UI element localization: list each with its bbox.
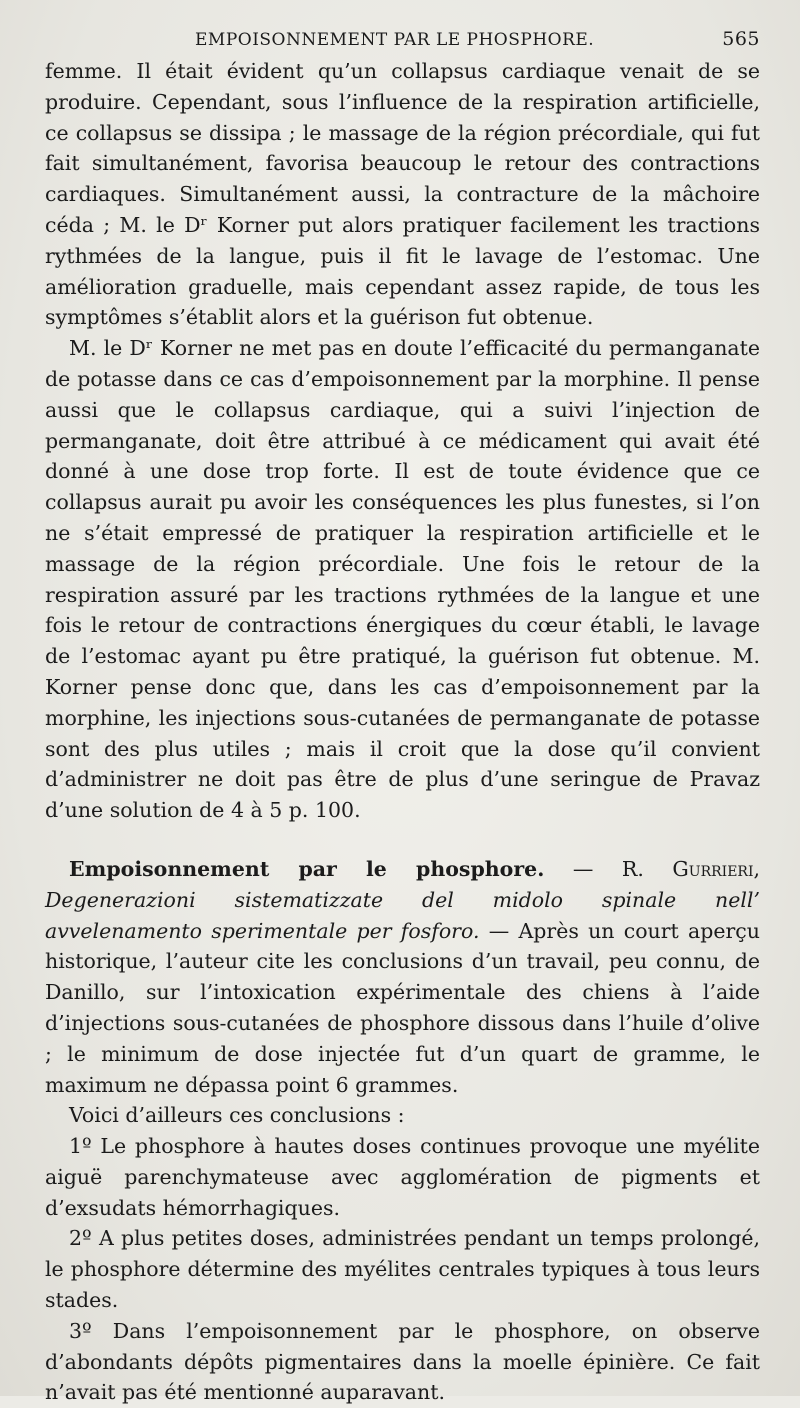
body-text (45, 56, 760, 1408)
work-title: Degenerazioni sistematizzate del midolo spinale nell’ avvelenamento sperimentale per fosforo. (45, 887, 760, 943)
conclusion-item-3: 3º Dans l’empoisonnement par le phosphore, on observe d’abondants dépôts pigmentaires dans la moelle épinière. Ce fait n’avait pas été mentionné auparavant. (45, 1318, 760, 1405)
author-name: R. Gurrieri, (621, 856, 760, 881)
running-title: EMPOISONNEMENT PAR LE PHOSPHORE. (195, 30, 595, 50)
section-title: Empoisonnement par le phosphore. (69, 856, 545, 881)
page-number: 565 (722, 28, 760, 50)
paragraph-continuation: femme. Il était évident qu’un collapsus cardiaque venait de se produire. Cependant, sous l’influence de la respiration artificielle, ce collapsus se dissipa ; le massage de la région précordiale, qui fut fait simultanément, favorisa beaucoup le retour des contractions cardiaques. Simultanément aussi, la contracture de la mâchoire céda ; M. le Dʳ Korner put alors pratiquer facilement les tractions rythmées de la langue, puis il fit le lavage de l’estomac. Une amélioration graduelle, mais cependant assez rapide, de tous les symptômes s’établit alors et la guérison fut obtenue. (45, 59, 760, 330)
conclusion-item-1: 1º Le phosphore à hautes doses continues provoque une myélite aiguë parenchymateuse avec agglomération de pigments et d’exsudats hémorrhagiques. (45, 1134, 760, 1220)
review-text: — Après un court aperçu historique, l’auteur cite les conclusions d’un travail, peu connu, de Danillo, sur l’intoxication expérimentale des chiens à l’aide d’injections sous-cutanées de phosphore dissous dans l’huile d’olive ; le minimum de dose injectée fut d’un quart de gramme, le maximum ne dépassa point 6 grammes. (45, 918, 760, 1097)
paragraph-conclusions-intro: Voici d’ailleurs ces conclusions : (69, 1103, 405, 1128)
conclusion-item-2: 2º A plus petites doses, administrées pendant un temps prolongé, le phosphore détermine des myélites centrales typiques à tous leurs stades. (45, 1226, 760, 1313)
paragraph-phosphore-review (45, 854, 760, 1100)
section-dash: — (544, 856, 622, 881)
running-header (45, 28, 760, 50)
paragraph-korner-opinion: M. le Dʳ Korner ne met pas en doute l’efficacité du permanganate de potasse dans ce cas d’empoisonnement par la morphine. Il pense aussi que le collapsus cardiaque, qui a suivi l’injection de permanganate, doit être attribué à ce médicament qui avait été donné à une dose trop forte. Il est de toute évidence que ce collapsus aurait pu avoir les conséquences les plus funestes, si l’on ne s’était empressé de pratiquer la respiration artificielle et le massage de la région précordiale. Une fois le retour de la respiration assuré par les tractions rythmées de la langue et une fois le retour de contractions énergiques du cœur établi, le lavage de l’estomac ayant pu être pratiqué, la guérison fut obtenue. M. Korner pense donc que, dans les cas d’empoisonnement par la morphine, les injections sous-cutanées de permanganate de potasse sont des plus utiles ; mais il croit que la dose qu’il convient d’administrer ne doit pas être de plus d’une seringue de Pravaz d’une solution de 4 à 5 p. 100. (45, 336, 760, 823)
